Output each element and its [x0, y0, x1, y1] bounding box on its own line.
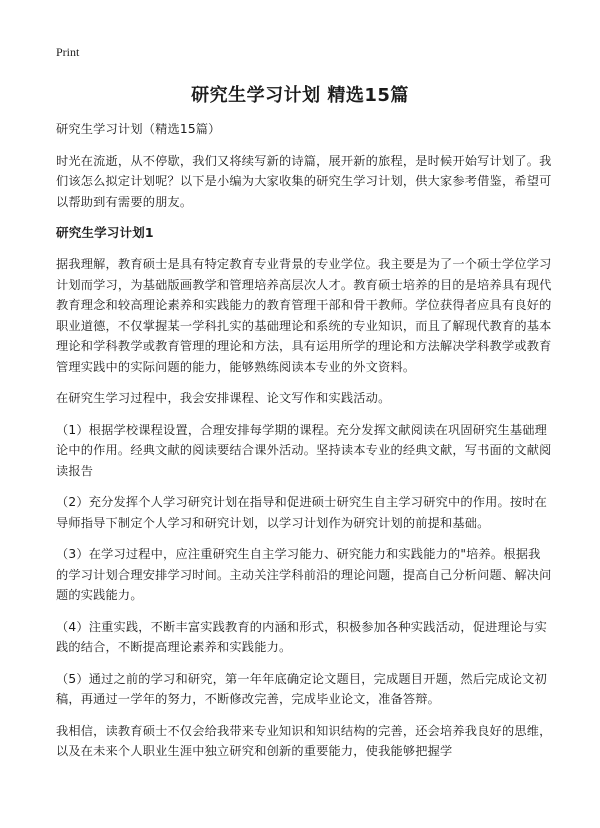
print-link[interactable]: Print [56, 45, 80, 59]
document-body [56, 119, 552, 773]
paragraph: （5）通过之前的学习和研究，第一年年底确定论文题目，完成题目开题，然后完成论文初稿，再通过一学年的努力，不断修改完善，完成毕业论文，准备答辩。 [56, 671, 548, 706]
section-heading: 研究生学习计划1 [56, 225, 154, 240]
paragraph: 在研究生学习过程中，我会安排课程、论文写作和实践活动。 [56, 391, 391, 405]
page-title: 研究生学习计划 精选15篇 [191, 85, 409, 106]
paragraph: （4）注重实践，不断丰富实践教育的内涵和形式，积极参加各种实践活动，促进理论与实践的结合，不断提高理论素养和实践能力。 [56, 619, 548, 654]
paragraph: 据我理解，教育硕士是具有特定教育专业背景的专业学位。我主要是为了一个硕士学位学习计划而学习，为基础版画教学和管理培养高层次人才。教育硕士培养的目的是培养具有现代教育理念和较高理论素养和实践能力的教育管理干部和骨干教师。学位获得者应具有良好的职业道德，不仅掌握某一学科扎实的基础理论和系统的专业知识，而且了解现代教育的基本理论和学科教学或教育管理的理论和方法，具有运用所学的理论和方法解决学科教学或教育管理实践中的实际问题的能力，能够熟练阅读本专业的外文资料。 [56, 257, 552, 374]
paragraph: （2）充分发挥个人学习研究计划在指导和促进硕士研究生自主学习研究中的作用。按时在导师指导下制定个人学习和研究计划，以学习计划作为研究计划的前提和基础。 [56, 495, 548, 530]
document-subtitle: 研究生学习计划（精选15篇） [56, 122, 221, 136]
intro-paragraph: 时光在流逝，从不停歇，我们又将续写新的诗篇，展开新的旅程，是时候开始写计划了。我们该怎么拟定计划呢？以下是小编为大家收集的研究生学习计划，供大家参考借鉴，希望可以帮助到有需要的朋友。 [56, 153, 552, 209]
paragraph: （1）根据学校课程设置，合理安排每学期的课程。充分发挥文献阅读在巩固研究生基础理论中的作用。经典文献的阅读要结合课外活动。坚持读本专业的经典文献，写书面的文献阅读报告 [56, 422, 552, 478]
paragraph: （3）在学习过程中，应注重研究生自主学习能力、研究能力和实践能力的"培养。根据我的学习计划合理安排学习时间。主动关注学科前沿的理论问题，提高自己分析问题、解决问题的实践能力。 [56, 547, 552, 602]
paragraph: 我相信，读教育硕士不仅会给我带来专业知识和知识结构的完善，还会培养我良好的思维，以及在未来个人职业生涯中独立研究和创新的重要能力，使我能够把握学 [56, 723, 552, 758]
